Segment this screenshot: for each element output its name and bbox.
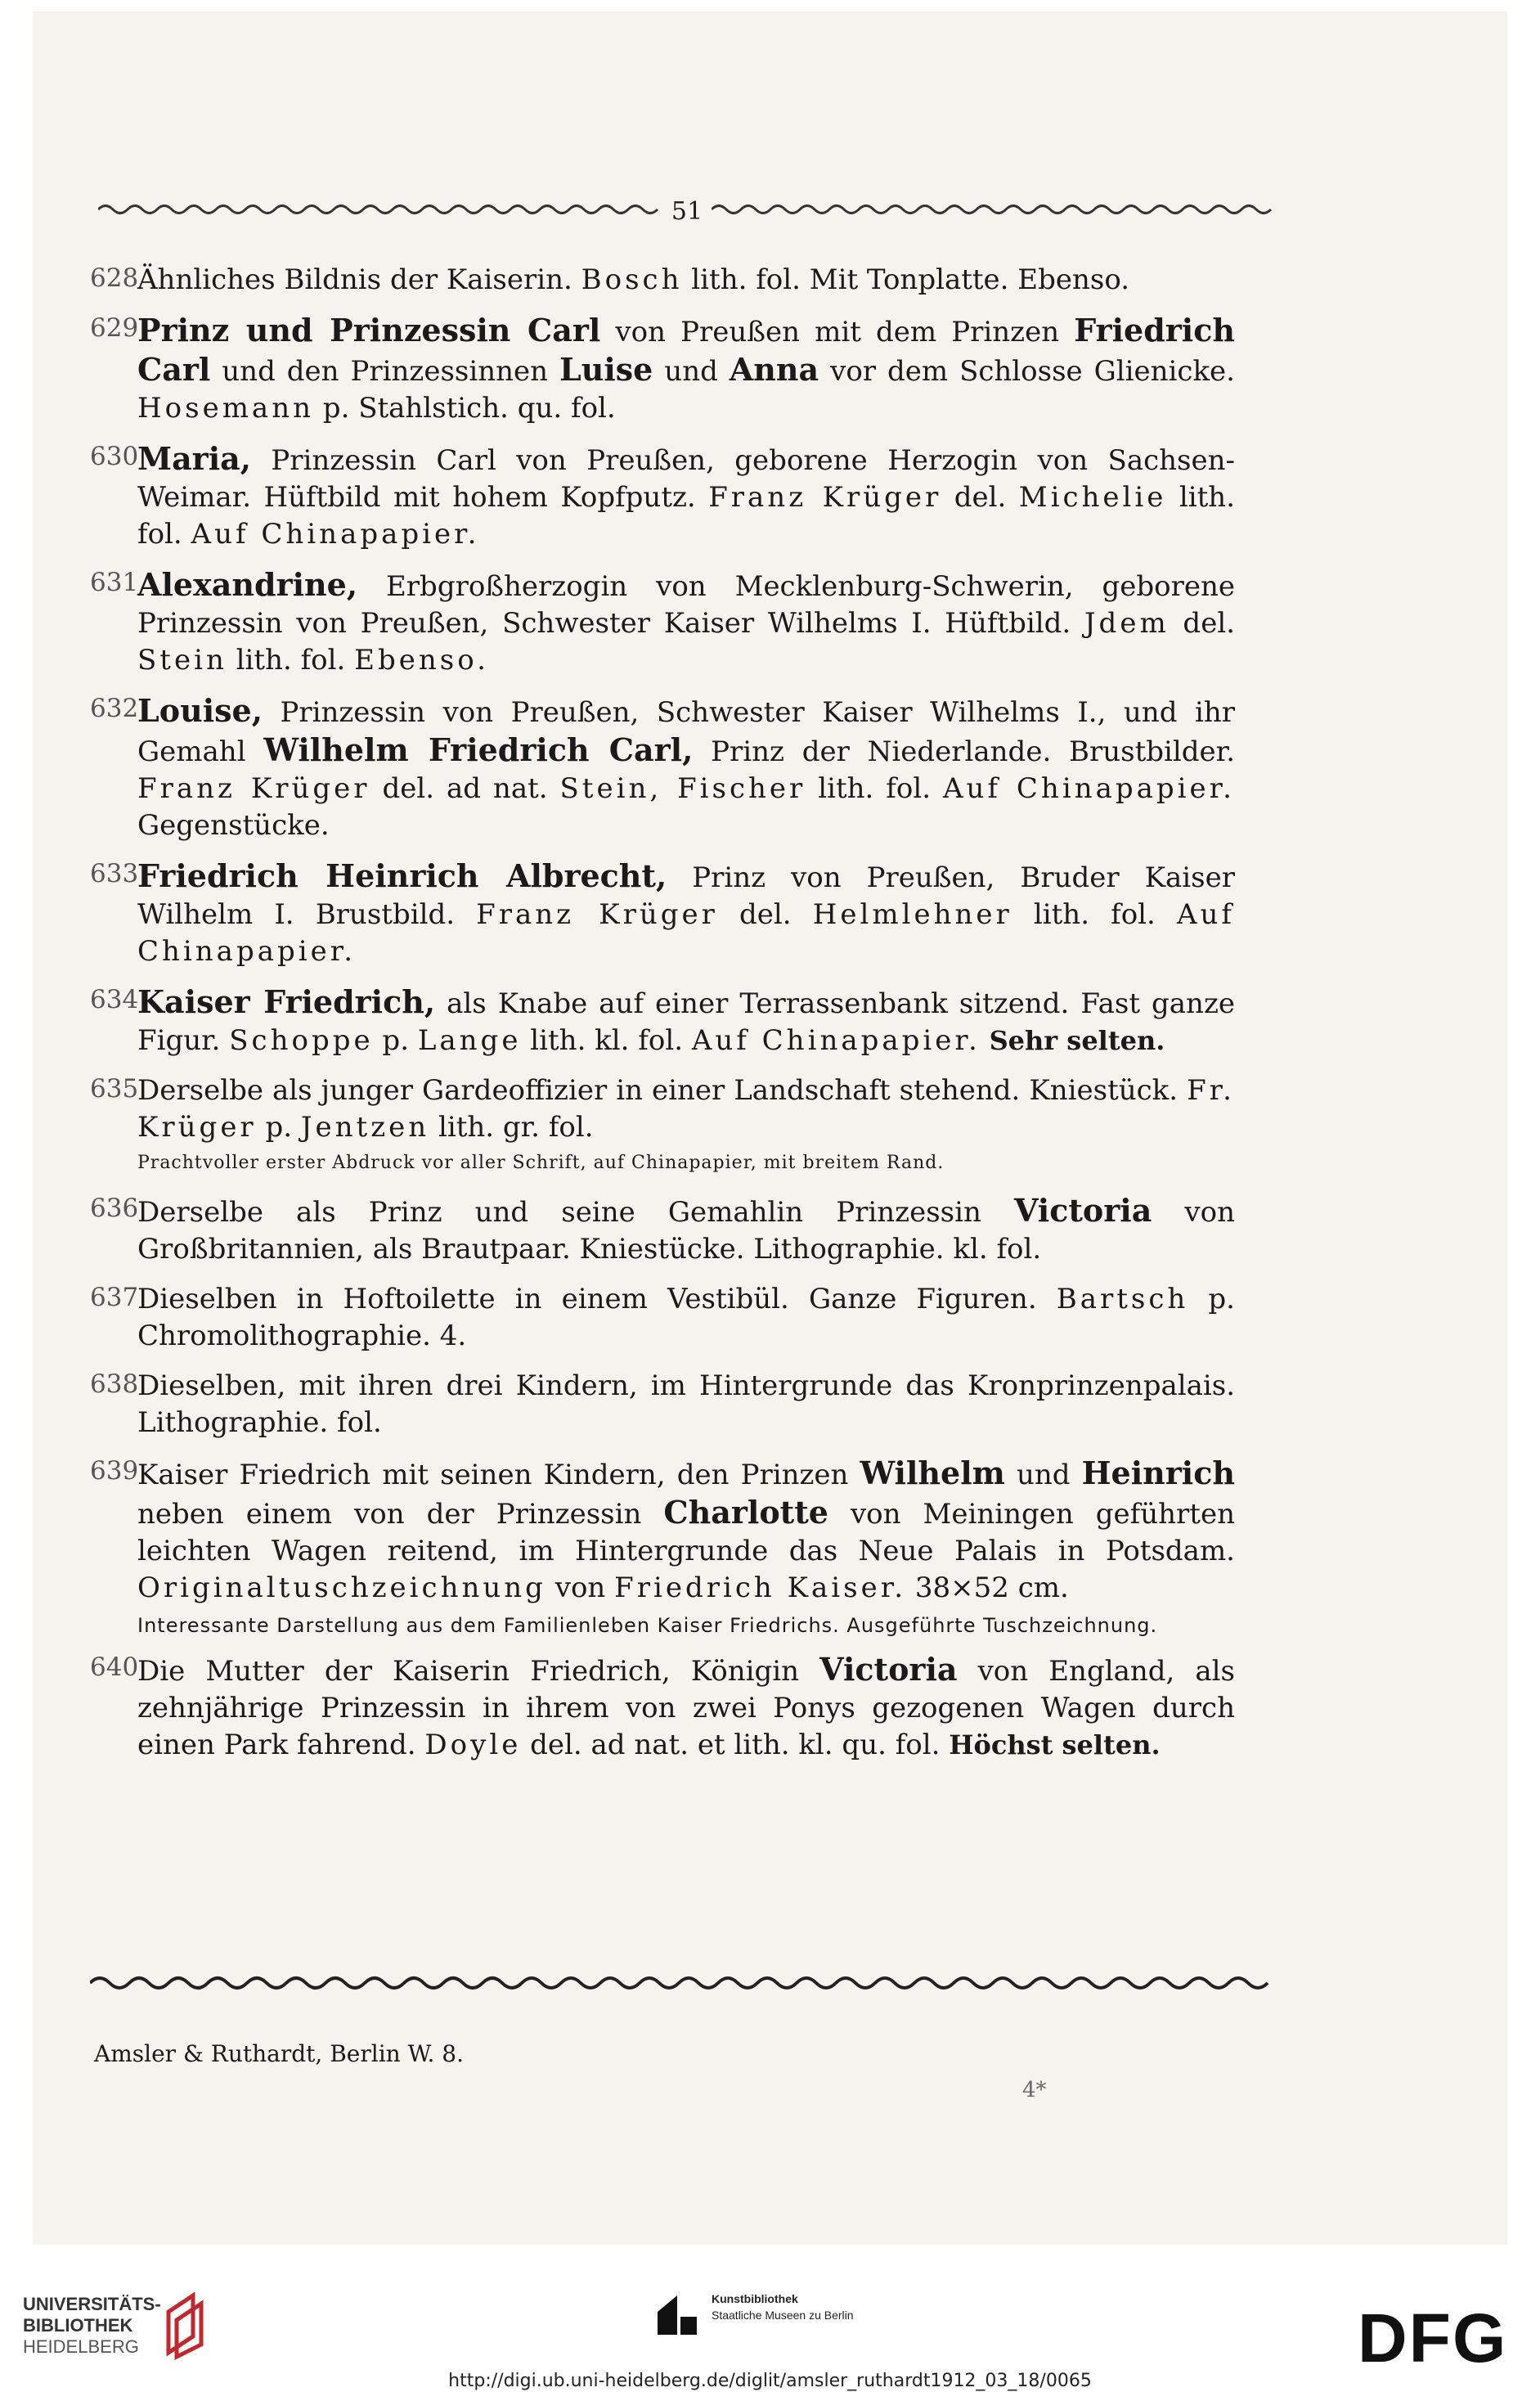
entry-text [137,312,1235,427]
ub-line-2: BIBLIOTHEK [23,2315,133,2336]
entry-bold-name: Victoria [819,1651,958,1688]
entry-bold-name: Kaiser Friedrich, [137,983,436,1020]
entry-bold-name: Sehr selten. [989,1025,1165,1056]
entry-number: 629 [90,313,139,343]
entry-bold-name: Louise, [137,692,263,729]
entry-note: Interessante Darstellung aus dem Familienleben Kaiser Friedrichs. Ausgeführte Tuschzeichnung. [137,1614,1158,1637]
entry-text [137,692,1235,844]
entry-text-segment: p. [256,1111,301,1144]
ub-heidelberg-text [23,2294,161,2358]
entry-text-segment: neben einem von der Prinzessin [137,1498,664,1531]
entry-text [137,1072,1235,1179]
entry-number: 635 [90,1074,139,1104]
bottom-bar [0,2245,1540,2392]
entry-text-segment: und [653,355,730,388]
entry-text-segment: Jdem [1084,607,1170,640]
entry-text-segment: Helmlehner [812,898,1012,931]
header-ornament-left [98,202,662,220]
entry-bold-name: Charlotte [663,1494,828,1531]
entry-text-segment: Stein, Fischer [559,772,806,805]
entry-text-segment: Ähnliches Bildnis der Kaiserin. [137,263,581,296]
entry-bold-name: Wilhelm Friedrich Carl, [263,731,694,768]
entry-text-segment: p. Chromolithographie. 4. [137,1283,1235,1352]
catalog-entries [90,262,1235,1777]
page-url[interactable]: http://digi.ub.uni-heidelberg.de/diglit/amsler_ruthardt1912_03_18/0065 [448,2371,1092,2391]
entry-text-segment: Michelie [1018,481,1167,514]
entry-number: 633 [90,859,139,888]
entry-bold-name: Friedrich Heinrich Albrecht, [137,857,667,894]
entry-bold-name: Heinrich [1081,1455,1235,1491]
entry-text-segment: Prinz von Preußen, Bruder Kaiser Wilhelm I. Brustbild. [137,861,1236,931]
entry-text-segment: lith. fol. [1012,898,1177,931]
entry-text-segment: Franz Krüger [137,772,370,805]
catalog-entry [90,1455,1235,1638]
catalog-entry [90,1072,1235,1179]
catalog-entry [90,440,1235,553]
entry-note: Prachtvoller erster Abdruck vor aller Schrift, auf Chinapapier, mit breitem Rand. [137,1153,945,1173]
entry-text-segment: Kaiser Friedrich mit seinen Kindern, den Prinzen [137,1459,860,1491]
entry-text-segment: del. [941,481,1019,514]
entry-number: 632 [90,694,139,723]
entry-text-segment: del. ad nat. et lith. kl. qu. fol. [521,1729,950,1761]
publisher-line: Amsler & Ruthardt, Berlin W. 8. [94,2040,465,2067]
kb-line-2: Staatliche Museen zu Berlin [712,2309,854,2322]
entry-text-segment: Prinz der Niederlande. Brustbilder. [693,735,1235,768]
catalog-entry [90,566,1235,679]
catalog-entry [90,1651,1235,1764]
entry-number: 628 [90,263,139,293]
entry-bold-name: Luise [559,351,653,388]
entry-text [137,566,1235,679]
entry-text-segment: Ebenso. [354,644,489,677]
signature-mark: 4* [1022,2078,1047,2102]
entry-text [137,1651,1235,1764]
kunstbibliothek-logo-icon [654,2292,700,2341]
catalog-entry [90,1368,1235,1441]
entry-text-segment: Dieselben in Hoftoilette in einem Vestibül. Ganze Figuren. [137,1283,1057,1315]
entry-text-segment: Auf Chinapapier. [137,898,1236,968]
entry-text-segment: Bosch [581,263,683,296]
entry-text-segment: Prinzessin von Preußen, Schwester Kaiser Wilhelms I., und ihr Gemahl [137,696,1235,768]
catalog-entry [90,1192,1235,1268]
entry-text [137,1192,1235,1268]
entry-bold-name: Victoria [1013,1192,1152,1229]
entry-text-segment: Schoppe [229,1024,374,1057]
entry-number: 639 [90,1456,139,1486]
catalog-entry [90,312,1235,427]
entry-text-segment [981,1024,990,1057]
page-number: 51 [671,196,703,226]
entry-text-segment: Franz Krüger [476,898,718,931]
entry-bold-name: Maria, [137,440,251,477]
entry-text-segment: Friedrich Kaiser. [614,1571,907,1604]
entry-text-segment: p. [373,1024,418,1057]
ub-line-1: UNIVERSITÄTS- [23,2294,161,2314]
entry-text-segment: Prinzessin Carl von Preußen, geborene Herzogin von Sachsen-Weimar. Hüftbild mit hohem Kopfputz. [137,444,1235,514]
entry-text-segment: Derselbe als junger Gardeoffizier in einer Landschaft stehend. Kniestück. [137,1074,1188,1107]
catalog-entry [90,983,1235,1059]
entry-text-segment: Die Mutter der Kaiserin Friedrich, Königin [137,1655,820,1688]
entry-text-segment: lith. fol. [227,644,355,677]
entry-text-segment: Jentzen [300,1111,430,1144]
header-ornament-right [712,202,1276,220]
entry-number: 640 [90,1652,139,1682]
entry-text [137,857,1235,970]
entry-text [137,1455,1235,1638]
entry-number: 634 [90,985,139,1014]
catalog-entry [90,262,1235,299]
entry-text-segment: 38×52 cm. [906,1571,1069,1604]
entry-text-segment: Gegenstücke. [137,809,330,842]
entry-text [137,1368,1235,1441]
entry-text [137,983,1235,1059]
kunstbibliothek-text [712,2291,854,2323]
entry-text-segment: del. [717,898,813,931]
entry-number: 637 [90,1283,139,1312]
entry-text-segment: Lange [417,1024,522,1057]
entry-text-segment: und den Prinzessinnen [210,355,559,388]
entry-text-segment: als Knabe auf einer Terrassenbank sitzend. Fast ganze Figur. [137,987,1235,1057]
catalog-entry [90,1281,1235,1355]
entry-text-segment: lith. fol. Mit Tonplatte. Ebenso. [682,263,1130,296]
entry-text-segment: Auf Chinapapier. [191,518,480,551]
entry-text [137,440,1235,553]
entry-text-segment: Auf Chinapapier. [942,772,1235,805]
entry-bold-name: Alexandrine, [137,566,358,603]
entry-text-segment: Erbgroßherzogin von Mecklenburg-Schwerin, geborene Prinzessin von Preußen, Schwester Kaiser Wilhelms I. Hüftbild. [137,570,1235,640]
dfg-logo: DFG [1358,2300,1508,2376]
entry-bold-name: Anna [729,351,819,388]
entry-number: 638 [90,1369,139,1399]
entry-text-segment: Stein [137,644,227,677]
entry-text-segment: Auf Chinapapier. [691,1024,981,1057]
entry-text-segment: lith. gr. fol. [429,1111,594,1144]
page-header [98,195,1276,227]
entry-text-segment: Fr. Krüger [137,1074,1235,1144]
entry-text-segment: p. Stahlstich. qu. fol. [314,392,616,425]
catalog-entry [90,692,1235,844]
entry-number: 631 [90,568,139,597]
entry-text-segment: und [1004,1459,1082,1491]
entry-text-segment: von Preußen mit dem Prinzen [600,316,1075,348]
entry-text-segment: lith. fol. [806,772,943,805]
entry-number: 636 [90,1194,139,1223]
entry-bold-name: Höchst selten. [949,1729,1161,1760]
entry-number: 630 [90,442,139,471]
entry-bold-name: Prinz und Prinzessin Carl [137,312,601,348]
entry-text-segment: von Meiningen geführten leichten Wagen reitend, im Hintergrunde das Neue Palais in Potsdam. [137,1498,1235,1567]
entry-text-segment: Franz Krüger [708,481,942,514]
entry-text-segment: vor dem Schlosse Glienicke. [819,355,1235,388]
entry-text-segment: von England, als zehnjährige Prinzessin in ihrem von zwei Ponys gezogenen Wagen durch einen Park fahrend. [137,1655,1236,1761]
ub-logo-icon [160,2287,209,2364]
entry-text-segment: del. ad nat. [370,772,560,805]
entry-text [137,1281,1235,1355]
catalog-entry [90,857,1235,970]
kb-line-1: Kunstbibliothek [712,2292,798,2305]
entry-bold-name: Wilhelm [860,1455,1005,1491]
entry-text-segment: lith. kl. fol. [521,1024,692,1057]
entry-text-segment: Derselbe als Prinz und seine Gemahlin Prinzessin [137,1196,1014,1229]
entry-text-segment: Doyle [424,1729,522,1761]
entry-text-segment: von [546,1571,615,1604]
entry-text-segment: Originaltuschzeichnung [137,1571,546,1604]
entry-text-segment: Dieselben, mit ihren drei Kindern, im Hintergrunde das Kronprinzenpalais. Lithographie. fol. [137,1369,1235,1439]
ub-line-3: HEIDELBERG [23,2336,139,2357]
entry-text-segment: Bartsch [1056,1283,1189,1315]
entry-text-segment: del. [1169,607,1235,640]
entry-text [137,262,1235,299]
entry-bold-name: Friedrich Carl [137,312,1235,388]
entry-text-segment: Hosemann [137,392,314,425]
entry-text-segment: von Großbritannien, als Brautpaar. Kniestücke. Lithographie. kl. fol. [137,1196,1235,1266]
footer-ornament [90,1973,1276,1993]
entry-text-segment: lith. fol. [137,481,1236,551]
